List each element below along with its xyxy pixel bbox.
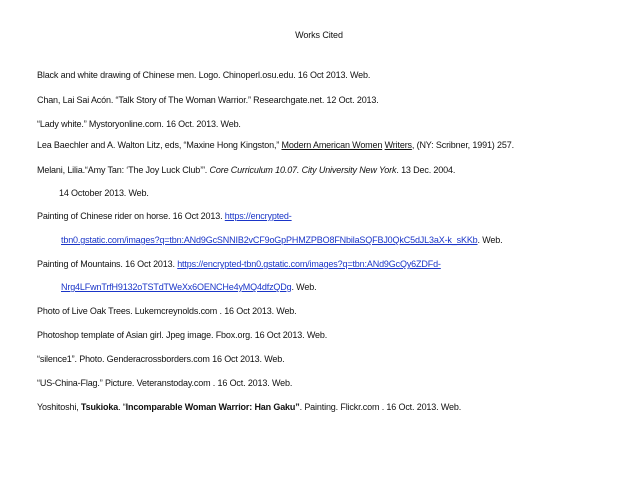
citation-7-tail: . Web. [291, 282, 317, 292]
citation-4-publisher: , (NY: Scribner, 1991) 257. [411, 140, 514, 150]
citation-4-text: Lea Baechler and A. Walton Litz, eds, “Maxine Hong Kingston,” [37, 140, 282, 150]
citation-4-book-title-part1: Modern American Women [281, 140, 383, 150]
citation-12-work-title: Incomparable Woman Warrior: Han Gaku” [125, 402, 300, 412]
citation-5-continuation: 14 October 2013. Web. [59, 188, 149, 198]
citation-4 [37, 139, 514, 151]
citation-10: “silence1”. Photo. Genderacrossborders.com 16 Oct 2013. Web. [37, 354, 285, 364]
citation-7-text: Painting of Mountains. 16 Oct 2013. [37, 259, 178, 269]
citation-12-artist: Tsukioka [80, 402, 119, 412]
citation-5-text: Melani, Lilia.“Amy Tan: ‘The Joy Luck Club’”. [37, 165, 210, 175]
citation-12-tail: . Painting. Flickr.com . 16 Oct. 2013. Web. [299, 402, 462, 412]
citation-2: Chan, Lai Sai Acón. “Talk Story of The Woman Warrior.” Researchgate.net. 12 Oct. 2013. [37, 95, 379, 105]
citation-6-text: Painting of Chinese rider on horse. 16 Oct 2013. [37, 211, 225, 221]
citation-3: “Lady white.” Mystoryonline.com. 16 Oct. 2013. Web. [37, 119, 241, 129]
citation-12-sep: . “ [118, 402, 126, 412]
citation-5-source: Core Curriculum 10.07. City University New York [209, 165, 397, 175]
citation-11: “US-China-Flag.” Picture. Veteranstoday.com . 16 Oct. 2013. Web. [37, 378, 293, 388]
citation-6-tail: . Web. [477, 235, 503, 245]
citation-9: Photoshop template of Asian girl. Jpeg image. Fbox.org. 16 Oct 2013. Web. [37, 330, 328, 340]
citation-5 [37, 164, 455, 176]
citation-8: Photo of Live Oak Trees. Lukemcreynolds.com . 16 Oct 2013. Web. [37, 306, 297, 316]
citation-6-continuation [61, 234, 502, 246]
citation-7-continuation [61, 281, 316, 293]
citation-6-link-cont[interactable]: tbn0.gstatic.com/images?q=tbn:ANd9GcSNNIB2vCF9oGpPHMZPBO8FNbilaSQFBJ0QkC5dJL3aX-k_sKKb [61, 235, 478, 245]
citation-7-link-cont[interactable]: Nrg4LFwnTrfH9132oTSTdTWeXx6OENCHe4yMQ4dfzQDg [61, 282, 292, 292]
page-title: Works Cited [295, 30, 343, 40]
citation-6 [37, 210, 292, 222]
citation-7 [37, 258, 441, 270]
citation-12 [37, 401, 461, 413]
citation-7-link[interactable]: https://encrypted-tbn0.gstatic.com/images?q=tbn:ANd9GcQy6ZDFd- [177, 259, 441, 269]
citation-12-text: Yoshitoshi, [37, 402, 81, 412]
citation-1: Black and white drawing of Chinese men. Logo. Chinoperl.osu.edu. 16 Oct 2013. Web. [37, 70, 371, 80]
citation-5-date: . 13 Dec. 2004. [396, 165, 456, 175]
citation-4-book-title-part2: Writers [384, 140, 412, 150]
citation-6-link[interactable]: https://encrypted- [224, 211, 292, 221]
